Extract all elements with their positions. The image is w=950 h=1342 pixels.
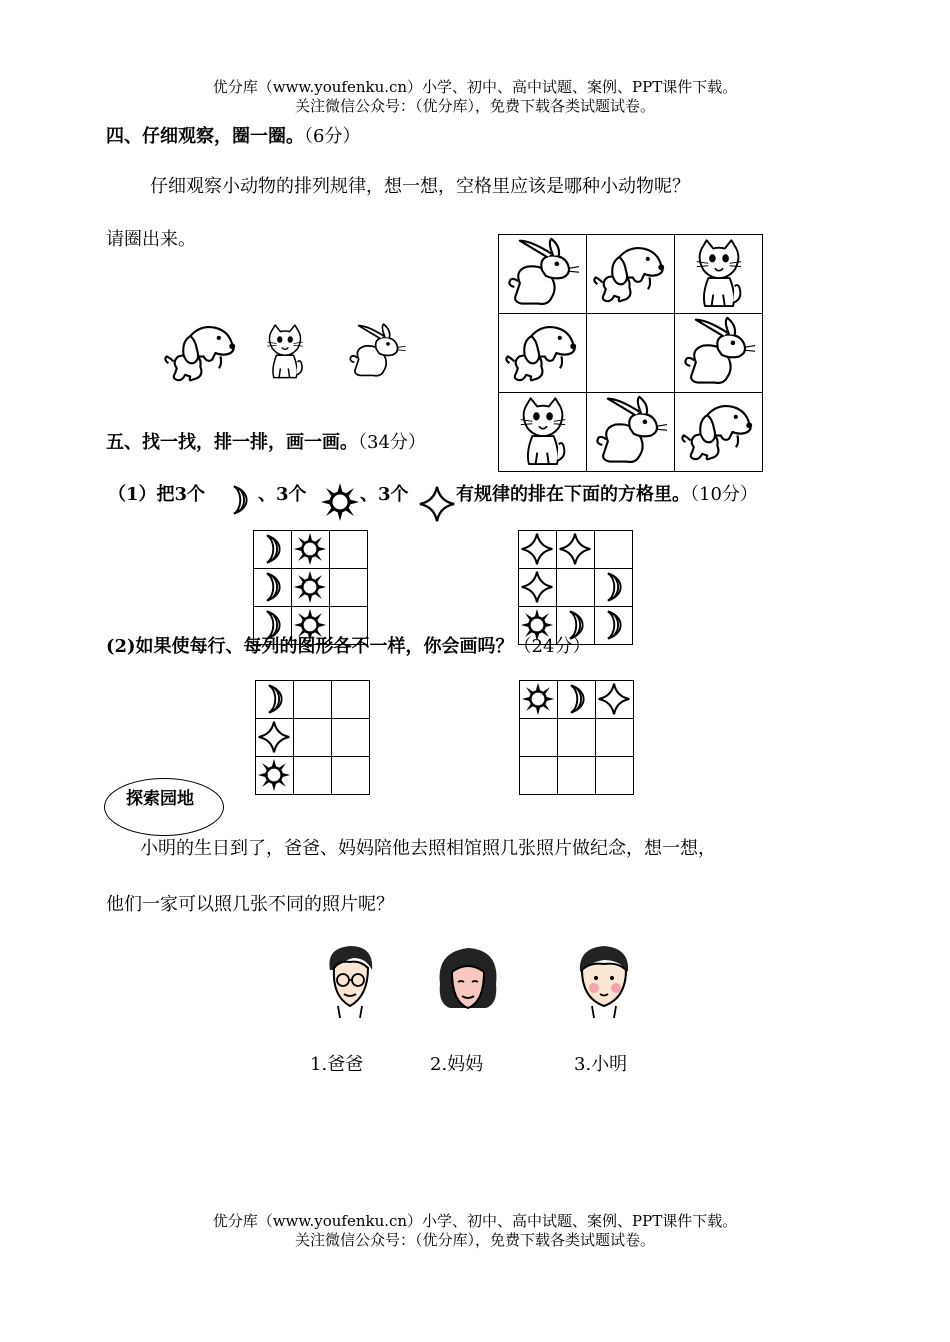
sun-icon <box>293 532 327 566</box>
symbol-grid-1 <box>253 530 369 646</box>
q5-title-text: 五、找一找，排一排，画一画。 <box>106 432 358 453</box>
empty-grid-cell[interactable] <box>329 530 368 569</box>
xiaoming-icon <box>572 942 636 1020</box>
grid-cell <box>255 718 294 757</box>
q4-animal-grid <box>498 234 764 474</box>
moon-icon <box>596 570 630 604</box>
q4-title-text: 四、仔细观察，圈一圈。 <box>106 126 304 147</box>
footer-line-1: 优分库（www.youfenku.cn）小学、初中、高中试题、案例、PPT课件下载。 <box>212 1212 738 1230</box>
header <box>0 78 950 116</box>
grid-cell <box>586 392 675 472</box>
sun-icon <box>320 482 360 522</box>
q5-part1-b: 、3个 <box>258 484 307 505</box>
dog-icon <box>589 237 673 311</box>
q4-text-1: 仔细观察小动物的排列规律，想一想，空格里应该是哪种小动物呢？ <box>150 176 690 197</box>
grid-cell <box>674 234 763 314</box>
symbol-grid-2 <box>518 530 634 646</box>
q4-text-2: 请圈出来。 <box>106 229 196 250</box>
footer-line-2: 关注微信公众号：（优分库），免费下载各类试题试卷。 <box>294 1231 655 1249</box>
empty-grid-cell[interactable] <box>595 718 634 757</box>
q4-title <box>106 122 360 148</box>
grid-cell <box>594 568 633 607</box>
q5-part1-d: 有规律的排在下面的方格里。 <box>456 484 690 505</box>
empty-grid-cell[interactable] <box>331 718 370 757</box>
empty-grid-cell[interactable] <box>293 756 332 795</box>
grid-cell <box>291 568 330 607</box>
empty-grid-cell[interactable] <box>293 718 332 757</box>
empty-grid-cell[interactable] <box>557 756 596 795</box>
header-line-2: 关注微信公众号：（优分库），免费下载各类试题试卷。 <box>294 97 655 115</box>
q5-part1-d-wrap <box>456 480 758 506</box>
cat-icon <box>262 318 308 386</box>
sun-icon <box>293 570 327 604</box>
header-line-1: 优分库（www.youfenku.cn）小学、初中、高中试题、案例、PPT课件下载。 <box>212 78 738 96</box>
sun-icon <box>257 758 291 792</box>
grid-cell <box>556 530 595 569</box>
xiaoming-portrait <box>572 942 636 1020</box>
moon-icon <box>255 532 289 566</box>
rabbit-icon <box>589 395 673 469</box>
grid-cell <box>594 606 633 645</box>
grid-cell <box>586 234 675 314</box>
grid-cell <box>595 680 634 719</box>
person-label-mom: 2.妈妈 <box>430 1054 484 1075</box>
symbol-grid-3 <box>255 680 371 796</box>
star-icon <box>257 720 291 754</box>
dad-portrait <box>316 940 386 1020</box>
explore-text-1: 小明的生日到了，爸爸、妈妈陪他去照相馆照几张照片做纪念，想一想， <box>140 838 716 859</box>
grid-cell <box>498 313 587 393</box>
mom-icon <box>432 944 504 1018</box>
dog-icon <box>501 316 585 390</box>
grid-cell <box>518 530 557 569</box>
moon-icon <box>559 682 593 716</box>
moon-icon <box>596 608 630 642</box>
q5-part2 <box>106 632 590 658</box>
empty-grid-cell[interactable] <box>329 568 368 607</box>
sun-icon <box>521 682 555 716</box>
star-icon <box>597 682 631 716</box>
person-label-dad: 1.爸爸 <box>310 1054 364 1075</box>
dog-icon <box>160 318 244 388</box>
grid-cell <box>255 756 294 795</box>
grid-cell <box>498 392 587 472</box>
q4-score: （6分） <box>304 126 361 147</box>
empty-grid-cell[interactable] <box>331 680 370 719</box>
q5-score: （34分） <box>358 432 426 453</box>
q4-option-cat[interactable] <box>262 318 308 386</box>
empty-grid-cell[interactable] <box>556 568 595 607</box>
star-icon <box>520 532 554 566</box>
cat-icon <box>501 395 585 469</box>
rabbit-icon <box>501 237 585 311</box>
rabbit-icon <box>344 318 410 386</box>
rabbit-icon <box>677 316 761 390</box>
grid-cell <box>519 680 558 719</box>
grid-cell <box>674 313 763 393</box>
moon-icon <box>222 482 256 518</box>
dog-icon <box>677 395 761 469</box>
grid-cell <box>557 680 596 719</box>
moon-icon <box>255 570 289 604</box>
empty-grid-cell[interactable] <box>594 530 633 569</box>
q5-part2-score: （24分） <box>513 636 591 657</box>
symbol-grid-4 <box>519 680 635 796</box>
q4-option-dog[interactable] <box>160 318 244 388</box>
empty-answer-cell[interactable] <box>586 313 675 393</box>
cat-icon <box>677 237 761 311</box>
star-icon <box>418 484 456 524</box>
empty-grid-cell[interactable] <box>519 756 558 795</box>
explore-badge: 探索园地 <box>126 789 194 809</box>
grid-cell <box>518 568 557 607</box>
q5-part1-c: 、3个 <box>360 484 409 505</box>
empty-grid-cell[interactable] <box>331 756 370 795</box>
q5-part1-score: （10分） <box>690 484 758 505</box>
star-icon <box>520 570 554 604</box>
q5-part1 <box>108 480 205 506</box>
star-icon <box>558 532 592 566</box>
person-label-xiaoming: 3.小明 <box>574 1054 628 1075</box>
empty-grid-cell[interactable] <box>293 680 332 719</box>
empty-grid-cell[interactable] <box>557 718 596 757</box>
grid-cell <box>253 568 292 607</box>
grid-cell <box>291 530 330 569</box>
explore-text-2: 他们一家可以照几张不同的照片呢？ <box>106 894 394 915</box>
mom-portrait <box>432 944 504 1018</box>
q4-option-rabbit[interactable] <box>344 318 410 386</box>
grid-cell <box>255 680 294 719</box>
grid-cell <box>498 234 587 314</box>
q5-part2-text: (2)如果使每行、每列的图形各不一样，你会画吗？ <box>106 636 514 657</box>
empty-grid-cell[interactable] <box>519 718 558 757</box>
grid-cell <box>253 530 292 569</box>
footer <box>0 1212 950 1250</box>
q5-part1-a: （1）把3个 <box>108 484 206 505</box>
q5-title <box>106 428 426 454</box>
grid-cell <box>674 392 763 472</box>
dad-icon <box>316 940 386 1020</box>
empty-grid-cell[interactable] <box>595 756 634 795</box>
moon-icon <box>257 682 291 716</box>
